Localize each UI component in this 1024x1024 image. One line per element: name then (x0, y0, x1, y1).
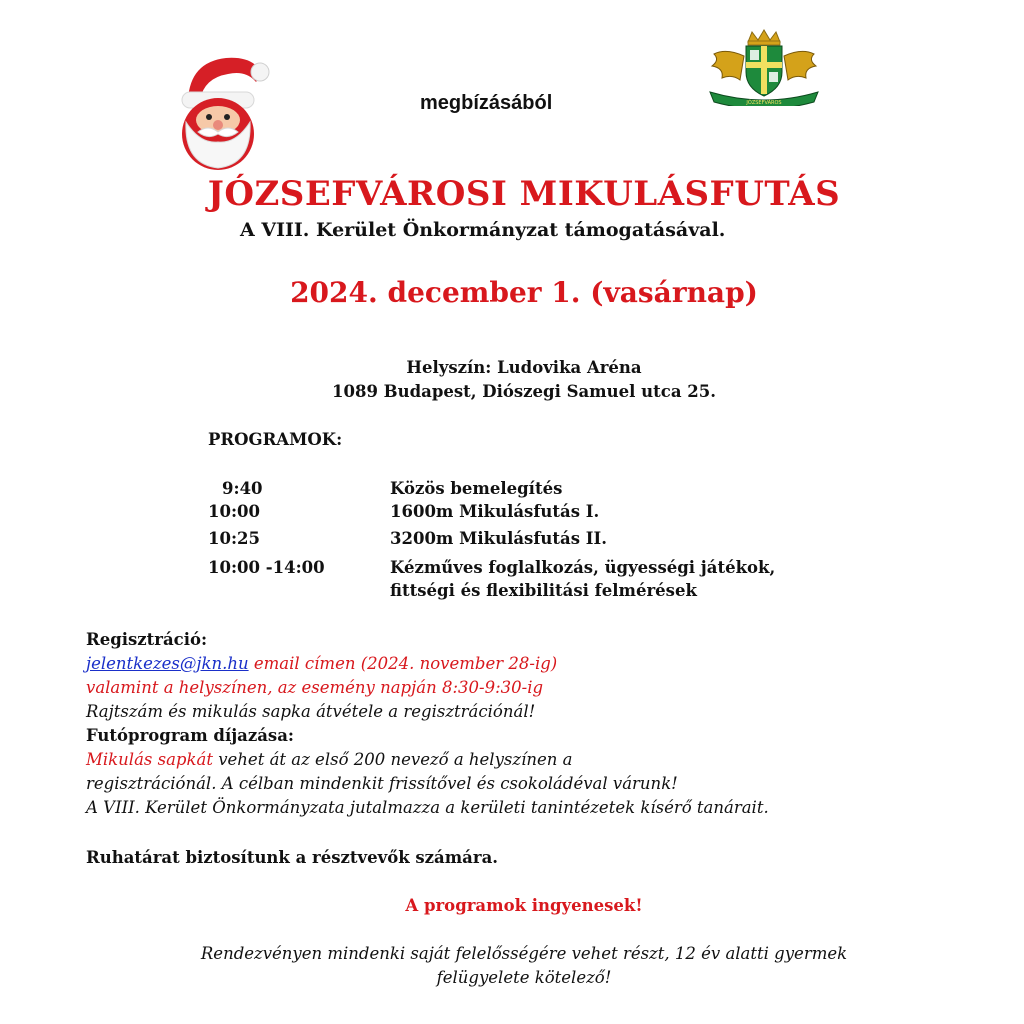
disclaimer-line-2: felügyelete kötelező! (436, 968, 612, 987)
program-time: 10:25 (208, 529, 261, 548)
program-time: 9:40 (222, 479, 263, 498)
registration-onsite: valamint a helyszínen, az esemény napján 8:30-9:30-ig (86, 678, 544, 697)
registration-heading: Regisztráció: (86, 630, 208, 649)
venue-address: 1089 Budapest, Diószegi Samuel utca 25. (332, 382, 716, 401)
prizes-hat-rest: vehet át az első 200 nevező a helyszínen a (212, 750, 573, 769)
registration-bib: Rajtszám és mikulás sapka átvétele a regisztrációnál! (86, 702, 536, 721)
registration-deadline: email címen (2024. november 28-ig) (248, 654, 558, 673)
prizes-line-3: A VIII. Kerület Önkormányzata jutalmazza a kerületi tanintézetek kísérő tanárait. (86, 798, 769, 817)
cloakroom-note: Ruhatárat biztosítunk a résztvevők számára. (86, 848, 499, 867)
registration-email-link[interactable]: jelentkezes@jkn.hu (86, 654, 249, 673)
program-desc: 1600m Mikulásfutás I. (390, 502, 600, 521)
venue-name: Helyszín: Ludovika Aréna (406, 358, 642, 377)
program-desc-continued: fittségi és flexibilitási felmérések (390, 581, 697, 600)
event-date: 2024. december 1. (vasárnap) (290, 276, 758, 309)
program-desc: 3200m Mikulásfutás II. (390, 529, 607, 548)
prizes-line-1 (86, 748, 572, 772)
event-subtitle: A VIII. Kerület Önkormányzat támogatásával. (240, 219, 726, 241)
program-time: 10:00 (208, 502, 261, 521)
santa-icon (170, 48, 274, 172)
program-desc: Közös bemelegítés (390, 479, 563, 498)
district-crest-icon (704, 26, 824, 106)
commission-text: megbízásából (420, 92, 553, 114)
registration-email-line (86, 652, 557, 676)
program-heading: PROGRAMOK: (208, 430, 343, 449)
prizes-heading: Futóprogram díjazása: (86, 726, 295, 745)
disclaimer-line-1: Rendezvényen mindenki saját felelősségére vehet részt, 12 év alatti gyermek (200, 944, 848, 963)
prizes-hat-highlight: Mikulás sapkát (86, 750, 213, 769)
program-desc: Kézműves foglalkozás, ügyességi játékok, (390, 558, 776, 577)
program-time: 10:00 -14:00 (208, 558, 325, 577)
svg-text:JÓZSEFVÁROS: JÓZSEFVÁROS (746, 100, 782, 106)
prizes-line-2: regisztrációnál. A célban mindenkit frissítővel és csokoládéval várunk! (86, 774, 678, 793)
free-notice: A programok ingyenesek! (405, 896, 643, 915)
event-title: JÓZSEFVÁROSI MIKULÁSFUTÁS (207, 174, 841, 214)
